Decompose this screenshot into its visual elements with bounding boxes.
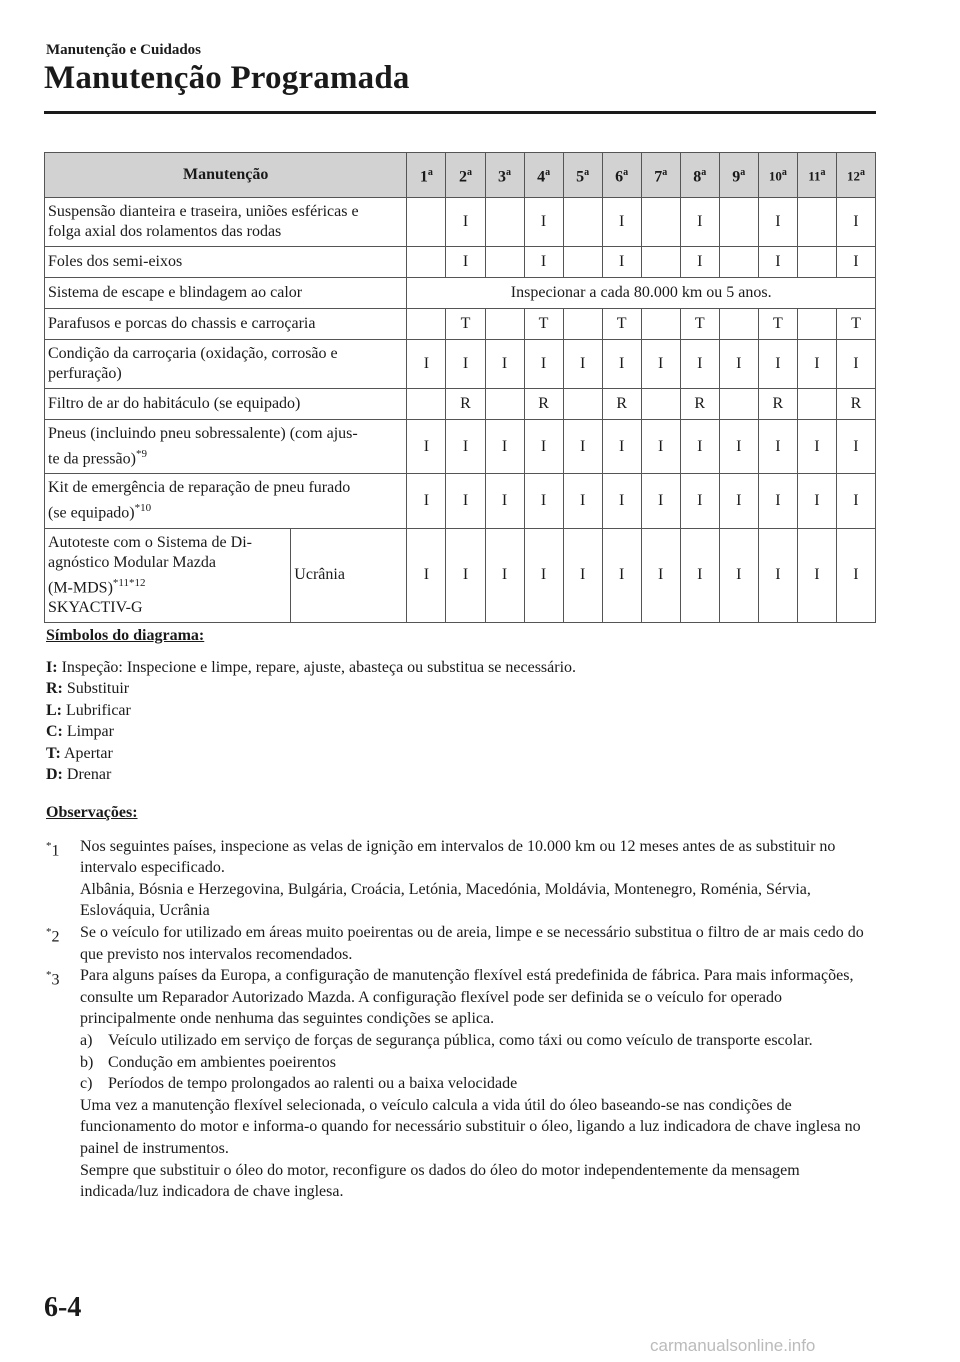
interval-number: 4 [537,168,546,186]
header-interval-2 [446,153,485,198]
header-interval-11 [797,153,836,198]
notes-section [46,802,878,1203]
symbol-entry [46,678,876,700]
symbol-entry [46,657,876,679]
header-interval-12 [836,153,875,198]
schedule-cell: I [446,340,485,389]
maintenance-item [45,389,407,420]
interval-ordinal: a [623,166,629,178]
schedule-cell: I [446,474,485,528]
maintenance-item-line [48,444,403,469]
market-cell: Ucrânia [291,528,407,622]
schedule-cell [797,389,836,420]
schedule-cell: I [758,528,797,622]
schedule-cell [641,198,680,247]
interval-number: 8 [693,168,702,186]
schedule-cell [563,247,602,278]
schedule-cell: I [602,198,641,247]
schedule-cell [641,247,680,278]
schedule-cell: I [797,528,836,622]
schedule-cell: I [563,420,602,474]
schedule-cell [407,309,446,340]
schedule-cell: T [680,309,719,340]
schedule-cell: I [836,198,875,247]
schedule-cell [563,309,602,340]
schedule-cell: I [563,528,602,622]
interval-ordinal: a [740,166,746,178]
schedule-cell: I [407,420,446,474]
maintenance-item [45,198,407,247]
schedule-cell: I [758,247,797,278]
table-row [45,278,876,309]
symbol-description: Substituir [66,680,130,697]
schedule-cell: I [758,420,797,474]
schedule-cell: I [524,420,563,474]
header-interval-5 [563,153,602,198]
schedule-cell [485,247,524,278]
symbols-title: Símbolos do diagrama: [46,627,205,644]
schedule-cell [563,389,602,420]
interval-ordinal: a [820,167,826,179]
symbol-key: C: [46,723,63,740]
table-row [45,420,876,474]
page-title: Manutenção Programada [44,60,410,96]
schedule-cell [719,198,758,247]
maintenance-item [45,278,407,309]
interval-number: 6 [615,168,624,186]
maintenance-item-line: perfuração) [48,365,122,382]
maintenance-item-line: folga axial dos rolamentos das rodas [48,223,282,240]
schedule-cell: I [836,528,875,622]
header-interval-9 [719,153,758,198]
schedule-cell: I [563,340,602,389]
maintenance-item-text: (M-MDS) [48,578,113,596]
schedule-cell [485,198,524,247]
header-interval-1 [407,153,446,198]
watermark: carmanualsonline.info [650,1336,816,1355]
schedule-cell: I [407,528,446,622]
schedule-cell: I [446,198,485,247]
interval-ordinal: a [466,166,472,178]
interval-number: 7 [654,168,663,186]
header-interval-10 [758,153,797,198]
schedule-cell: I [524,528,563,622]
symbols-list [46,657,876,786]
note-3-paragraph-2: Uma vez a manutenção flexível selecionada, o veículo calcula a vida útil do óleo baseando-se nas condições de funcionamento do motor e informa-o quando for necessário substituir o óleo, ligando a luz indicadora de chave inglesa no painel de instrumentos. [80,1096,861,1157]
symbol-key: L: [46,701,62,719]
schedule-cell: I [524,247,563,278]
header-interval-7 [641,153,680,198]
maintenance-item-line: Suspensão dianteira e traseira, uniões esféricas e [48,203,359,220]
schedule-cell: R [446,389,485,420]
maintenance-item-line: Filtro de ar do habitáculo (se equipado) [48,395,301,412]
schedule-cell: I [524,340,563,389]
header-interval-8 [680,153,719,198]
schedule-cell: I [836,474,875,528]
header-maintenance: Manutenção [45,153,407,198]
maintenance-item-line: Pneus (incluindo pneu sobressalente) (com ajus- [48,425,358,442]
schedule-cell: I [602,247,641,278]
symbol-description: Inspeção: Inspecione e limpe, repare, ajuste, abasteça ou substitua se necessário. [61,658,577,676]
symbol-key: D: [46,766,63,783]
schedule-cell: I [797,340,836,389]
footnote-ref: *9 [135,448,147,460]
schedule-cell: I [680,420,719,474]
interval-number: 10 [768,168,782,184]
note-3 [46,965,878,1203]
schedule-cell [407,389,446,420]
maintenance-item [45,528,291,622]
schedule-cell: I [485,474,524,528]
note-3-item-c: c) Períodos de tempo prolongados ao ralenti ou a baixa velocidade [80,1075,518,1093]
symbol-description: Limpar [66,723,114,740]
note-1-text: Nos seguintes países, inspecione as velas de ignição em intervalos de 10.000 km ou 12 meses antes de as substituir no intervalo especificado. [80,837,836,877]
schedule-cell: I [407,340,446,389]
schedule-cell: I [680,528,719,622]
symbol-entry [46,700,876,722]
schedule-cell [641,389,680,420]
schedule-cell: R [758,389,797,420]
schedule-cell: R [524,389,563,420]
symbol-description: Drenar [66,766,112,783]
schedule-cell: I [485,420,524,474]
note-2-text: Se o veículo for utilizado em áreas muito poeirentas ou de areia, limpe e se necessário substitua o filtro de ar mais cedo do que previsto nos intervalos recomendados. [80,923,864,963]
schedule-cell [719,309,758,340]
maintenance-item-line: SKYACTIV-G [48,598,143,616]
interval-number: 1 [419,168,428,186]
interval-number: 11 [808,168,821,184]
note-2-marker: *2 [46,925,60,946]
schedule-cell: I [641,340,680,389]
schedule-cell: I [602,420,641,474]
schedule-cell: T [446,309,485,340]
table-row [45,198,876,247]
maintenance-item [45,474,407,528]
schedule-cell: I [758,474,797,528]
schedule-cell: I [485,340,524,389]
section-label: Manutenção e Cuidados [46,42,202,58]
schedule-cell: I [407,474,446,528]
schedule-cell: I [446,528,485,622]
maintenance-item-line [48,573,287,598]
table-row [45,340,876,389]
schedule-cell: T [524,309,563,340]
note-3-marker: *3 [46,969,60,989]
table-row [45,309,876,340]
interval-ordinal: a [662,166,668,178]
schedule-cell [719,247,758,278]
header-interval-4 [524,153,563,198]
schedule-cell: I [719,420,758,474]
page-number: 6-4 [44,1292,82,1323]
interval-ordinal: a [506,166,512,178]
schedule-cell: I [680,198,719,247]
maintenance-item [45,340,407,389]
maintenance-item [45,247,407,278]
table-row [45,528,876,622]
maintenance-item [45,420,407,474]
schedule-cell: T [836,309,875,340]
schedule-cell [407,198,446,247]
schedule-cell: I [641,474,680,528]
schedule-cell: I [641,420,680,474]
note-2 [46,922,878,965]
maintenance-item-line: Sistema de escape e blindagem ao calor [48,284,303,301]
schedule-cell: I [719,340,758,389]
symbol-entry [46,721,876,743]
table-row [45,247,876,278]
interval-ordinal: a [427,166,433,178]
symbol-key: T: [46,744,61,762]
schedule-cell: T [758,309,797,340]
schedule-cell: I [524,198,563,247]
note-1 [46,836,878,922]
title-divider [44,111,876,114]
interval-ordinal: a [859,167,865,179]
schedule-cell: I [680,474,719,528]
schedule-cell: I [602,528,641,622]
table-row [45,474,876,528]
schedule-cell: I [719,528,758,622]
table-body [45,198,876,623]
schedule-cell: I [563,474,602,528]
symbol-entry [46,743,876,765]
note-3-paragraph-3: Sempre que substituir o óleo do motor, reconfigure os dados do óleo do motor independentemente da mensagem indicada/luz indicadora de chave inglesa. [80,1161,800,1201]
schedule-cell [797,309,836,340]
notes-title: Observações: [46,804,138,821]
maintenance-schedule-table [44,152,876,623]
note-3-text: Para alguns países da Europa, a configuração de manutenção flexível está predefinida de fábrica. Para mais informações, consulte um Reparador Autorizado Mazda. A configuração flexível pode ser definida se o veículo for operado principalmente onde nenhuma das seguintes condições se aplica. [80,967,854,1028]
interval-ordinal: a [545,166,551,178]
schedule-cell [407,247,446,278]
interval-ordinal: a [781,167,787,179]
note-1-countries: Albânia, Bósnia e Herzegovina, Bulgária, Croácia, Letónia, Macedónia, Moldávia, Montenegro, Roménia, Sérvia, Eslováquia, Ucrânia [80,880,811,920]
note-3-item-b: b) Condução em ambientes poeirentos [80,1053,336,1071]
note-3-item-a: a) Veículo utilizado em serviço de forças de segurança pública, como táxi ou como veículo de transporte escolar. [80,1031,813,1049]
schedule-cell: I [758,340,797,389]
schedule-cell: R [836,389,875,420]
interval-number: 3 [498,168,507,186]
schedule-cell: I [446,420,485,474]
schedule-cell: I [641,528,680,622]
schedule-cell [797,247,836,278]
interval-number: 5 [576,168,585,186]
header-interval-6 [602,153,641,198]
schedule-cell [485,309,524,340]
symbol-description: Lubrificar [66,701,131,719]
symbol-key: R: [46,680,63,697]
schedule-cell: R [602,389,641,420]
header-interval-3 [485,153,524,198]
schedule-cell [485,389,524,420]
schedule-cell: I [836,247,875,278]
maintenance-item-line: agnóstico Modular Mazda [48,553,216,571]
table-header-row [45,153,876,198]
schedule-cell: I [680,340,719,389]
maintenance-item-line: Parafusos e porcas do chassis e carroçaria [48,315,316,332]
table-row [45,389,876,420]
schedule-cell [563,198,602,247]
schedule-cell: I [719,474,758,528]
schedule-cell [641,309,680,340]
footnote-ref: *10 [134,502,152,515]
maintenance-item-text: (se equipado) [48,504,135,522]
maintenance-item-text: te da pressão) [48,450,136,468]
maintenance-item-line: Kit de emergência de reparação de pneu furado [48,479,351,497]
footnote-ref: *11*12 [112,576,146,589]
maintenance-item-line: Condição da carroçaria (oxidação, corrosão e [48,345,338,362]
schedule-cell [797,198,836,247]
note-1-marker: *1 [46,839,60,859]
schedule-cell: I [797,420,836,474]
interval-note: Inspecionar a cada 80.000 km ou 5 anos. [407,278,876,309]
schedule-cell: I [602,474,641,528]
schedule-cell: I [524,474,563,528]
schedule-cell: I [602,340,641,389]
interval-number: 12 [846,168,860,184]
symbol-key: I: [46,658,58,676]
schedule-cell: T [602,309,641,340]
symbol-description: Apertar [63,744,113,762]
maintenance-item-line: Autoteste com o Sistema de Di- [48,533,252,551]
interval-number: 2 [458,168,467,186]
schedule-cell: R [680,389,719,420]
schedule-cell [719,389,758,420]
schedule-cell: I [758,198,797,247]
interval-ordinal: a [584,166,590,178]
maintenance-item [45,309,407,340]
maintenance-item-line: Foles dos semi-eixos [48,253,183,270]
interval-ordinal: a [701,166,707,178]
schedule-cell: I [797,474,836,528]
schedule-cell: I [446,247,485,278]
symbols-legend [46,625,876,786]
schedule-cell: I [485,528,524,622]
interval-number: 9 [732,168,741,186]
schedule-cell: I [680,247,719,278]
schedule-cell: I [836,420,875,474]
schedule-cell: I [836,340,875,389]
maintenance-item-line [48,498,403,523]
symbol-entry [46,764,876,786]
